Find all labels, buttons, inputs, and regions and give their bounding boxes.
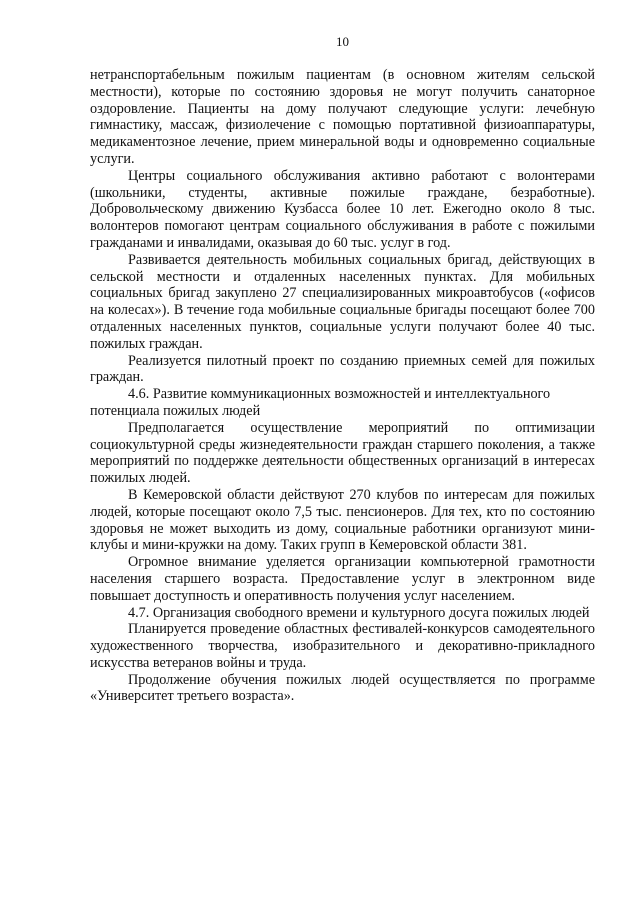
paragraph-mobile-brigades: Развивается деятельность мобильных социальных бригад, действующих в сельской местности и отдаленных населенных пунктах. Для мобильных социальных бригад закуплено 27 специализированных микроавтобусов («офисов на колесах»). В течение года мобильные социальные бригады посещают более 700 отдаленных населенных пунктов, социальные услуги получают более 40 тыс. пожилых граждан. [90, 251, 595, 352]
paragraph-university-third-age: Продолжение обучения пожилых людей осуществляется по программе «Университет третьего возраста». [90, 671, 595, 705]
document-page [90, 34, 595, 705]
paragraph-home-medical-services: нетранспортабельным пожилым пациентам (в основном жителям сельской местности), которые по состоянию здоровья не могут получить санаторное оздоровление. Пациенты на дому получают следующие услуги: лечебную гимнастику, массаж, физиолечение с помощью портативной физиоаппаратуры, медикаментозное лечение, прием минеральной воды и одновременно социальные услуги. [90, 67, 595, 167]
paragraph-computer-literacy: Огромное внимание уделяется организации компьютерной грамотности населения старшего возраста. Предоставление услуг в электронном виде повышает доступность и оперативность получения услуг населением. [90, 554, 595, 604]
paragraph-foster-families: Реализуется пилотный проект по созданию приемных семей для пожилых граждан. [90, 352, 595, 386]
paragraph-volunteers: Центры социального обслуживания активно работают с волонтерами (школьники, студенты, активные пожилые граждане, безработные). Добровольческому движению Кузбасса более 10 лет. Ежегодно около 8 тыс. волонтеров помогают центрам социального обслуживания в работе с пожилыми гражданами и инвалидами, оказывая до 60 тыс. услуг в год. [90, 167, 595, 251]
paragraph-sociocultural-environment: Предполагается осуществление мероприятий по оптимизации социокультурной среды жизнедеятельности граждан старшего поколения, а также мероприятий по поддержке деятельности общественных организаций в интересах пожилых людей. [90, 419, 595, 487]
section-heading-4-6: 4.6. Развитие коммуникационных возможностей и интеллектуального потенциала пожилых людей [90, 386, 551, 419]
paragraph-interest-clubs: В Кемеровской области действуют 270 клубов по интересам для пожилых людей, которые посещают около 7,5 тыс. пенсионеров. Для тех, кто по состоянию здоровья не может выходить из дому, социальные работники организуют мини-клубы и мини-кружки на дому. Таких групп в Кемеровской области 381. [90, 486, 595, 554]
section-heading-4-7: 4.7. Организация свободного времени и культурного досуга пожилых людей [128, 604, 590, 621]
page-number: 10 [336, 34, 349, 49]
paragraph-festivals: Планируется проведение областных фестивалей-конкурсов самодеятельного художественного творчества, изобразительного и декоративно-прикладного искусства ветеранов войны и труда. [90, 621, 595, 671]
